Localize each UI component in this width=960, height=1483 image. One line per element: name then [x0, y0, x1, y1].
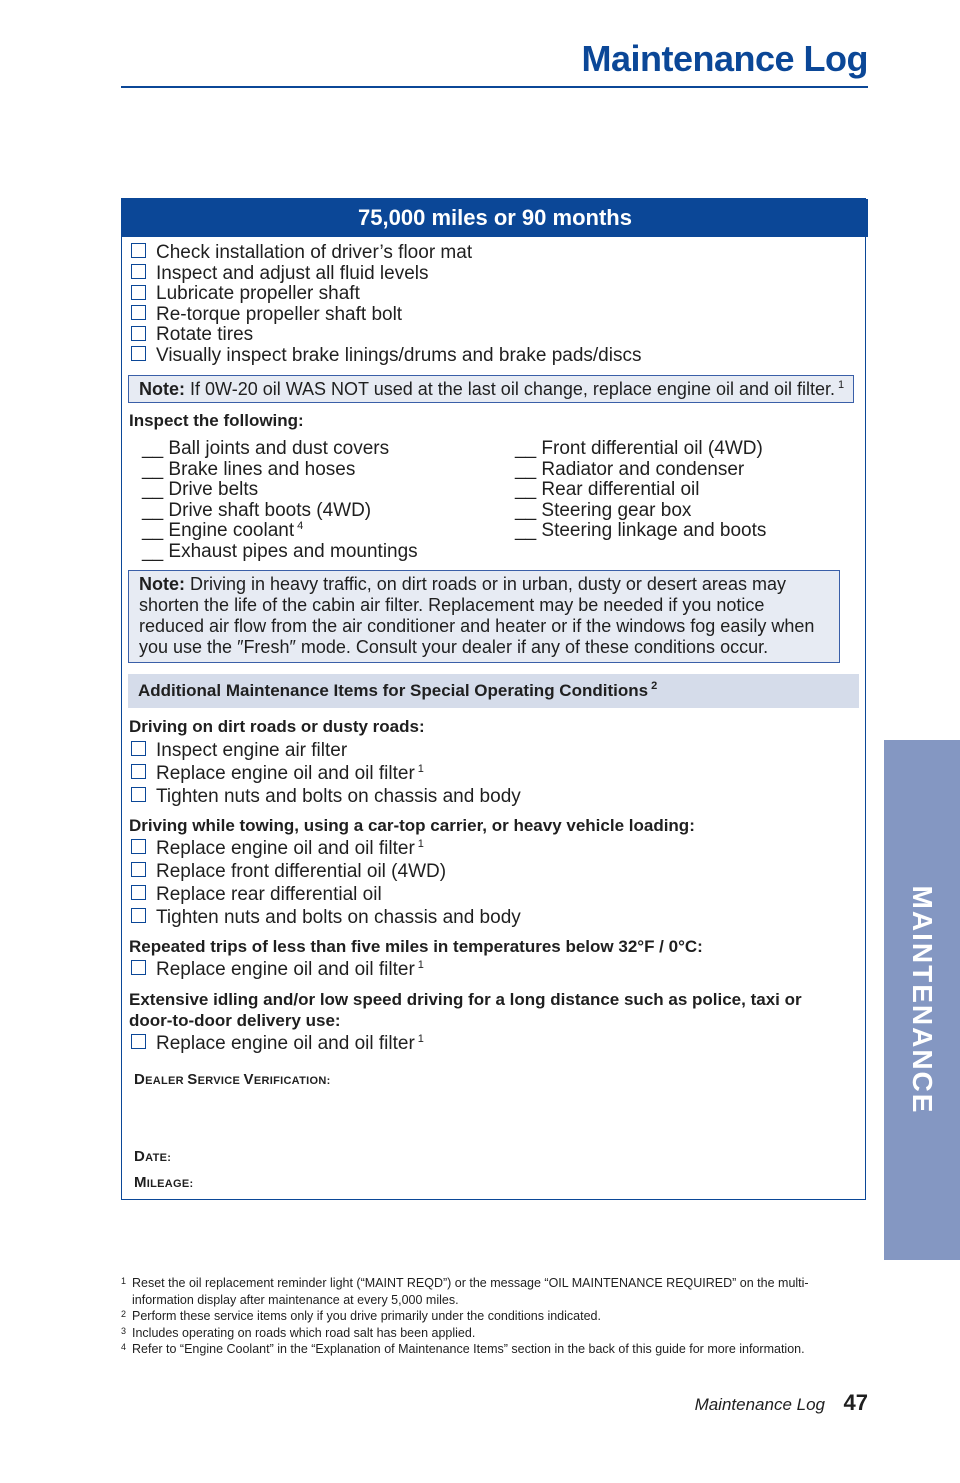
- service-checklist: [131, 243, 641, 367]
- footnote: 1 Reset the oil replacement reminder light (“MAINT REQD”) or the message “OIL MAINTENANCE REQUIRED” on the multi-information display after maintenance at every 5,000 miles.: [121, 1276, 809, 1307]
- oil-note: Note: If 0W-20 oil WAS NOT used at the last oil change, replace engine oil and oil filter. $^1$: [128, 375, 854, 403]
- checklist-item: Visually inspect brake linings/drums and brake pads/discs: [131, 346, 641, 367]
- mileage-label: MILEAGE:: [134, 1174, 194, 1191]
- note-label: Note:: [139, 379, 185, 399]
- title-rule: [121, 86, 868, 88]
- inspect-item: __ Exhaust pipes and mountings: [142, 540, 418, 562]
- inspect-item: __ Ball joints and dust covers: [142, 438, 390, 459]
- note-label: Note:: [139, 574, 185, 594]
- checklist-item: Re-torque propeller shaft bolt: [131, 305, 641, 326]
- side-tab-label: MAINTENANCE: [907, 885, 938, 1115]
- checkbox[interactable]: [131, 885, 146, 900]
- checklist-item: Inspect engine air filter: [131, 739, 521, 762]
- inspect-item: __ Brake lines and hoses: [142, 458, 356, 480]
- idling-heading: Extensive idling and/or low speed driving for a long distance such as police, taxi or: [129, 990, 802, 1009]
- maintenance-box: [121, 198, 866, 1200]
- dealer-verification-label: DEALER SERVICE VERIFICATION:: [134, 1071, 331, 1088]
- inspect-item: __ Rear differential oil: [515, 479, 700, 501]
- footnotes: [121, 1275, 861, 1358]
- dirt-roads-list: [131, 739, 521, 808]
- short-trips-list: [131, 958, 424, 981]
- checkbox[interactable]: [131, 305, 146, 320]
- date-label: DATE:: [134, 1148, 172, 1165]
- checkbox[interactable]: [131, 264, 146, 279]
- idling-list: [131, 1032, 424, 1055]
- inspect-list-right: [515, 439, 766, 542]
- page-number: 47: [843, 1390, 868, 1415]
- inspect-item: __ Drive belts: [142, 479, 259, 501]
- checklist-item: Rotate tires: [131, 325, 641, 346]
- note-text: Driving in heavy traffic, on dirt roads or in urban, dusty or desert areas may shorten the life of the cabin air filter. Replacement may be needed if you notice reduced air flow from the air conditioner and heater or if the windows fog easily when you use the ″Fresh″ mode. Consult your dealer if any of these conditions occur.: [139, 574, 815, 657]
- checklist-item: Tighten nuts and bolts on chassis and body: [131, 785, 521, 808]
- towing-list: [131, 837, 521, 929]
- footnote: 3 Includes operating on roads which road salt has been applied.: [121, 1325, 476, 1340]
- inspect-item: __ Front differential oil (4WD): [515, 438, 763, 459]
- inspect-item: __ Engine coolant $^4$: [142, 520, 304, 542]
- checkbox[interactable]: [131, 839, 146, 854]
- inspect-item: __ Drive shaft boots (4WD): [142, 499, 372, 521]
- towing-heading: Driving while towing, using a car-top carrier, or heavy vehicle loading:: [129, 816, 695, 835]
- note-text: If 0W-20 oil WAS NOT used at the last oil change, replace engine oil and oil filter.: [190, 379, 836, 399]
- checkbox[interactable]: [131, 243, 146, 258]
- checklist-item: Replace front differential oil (4WD): [131, 860, 521, 883]
- inspect-item: __ Steering gear box: [515, 499, 692, 521]
- inspect-item: __ Steering linkage and boots: [515, 520, 767, 542]
- footer-section-name: Maintenance Log: [694, 1395, 825, 1414]
- checklist-item: Check installation of driver’s floor mat: [131, 243, 641, 264]
- dirt-roads-heading: Driving on dirt roads or dusty roads:: [129, 717, 425, 736]
- checklist-item: Inspect and adjust all fluid levels: [131, 264, 641, 285]
- checkbox[interactable]: [131, 787, 146, 802]
- cabin-filter-note: [128, 570, 840, 663]
- inspect-list-left: [142, 439, 418, 563]
- checklist-item: Replace engine oil and oil filter $^1$: [131, 837, 521, 860]
- checkbox[interactable]: [131, 862, 146, 877]
- checkbox[interactable]: [131, 1034, 146, 1049]
- inspect-heading: Inspect the following:: [129, 411, 304, 430]
- checkbox[interactable]: [131, 285, 146, 300]
- footnote: 4 Refer to “Engine Coolant” in the “Explanation of Maintenance Items” section in the back of this guide for more information.: [121, 1342, 805, 1356]
- checkbox[interactable]: [131, 908, 146, 923]
- checkbox[interactable]: [131, 326, 146, 341]
- checkbox[interactable]: [131, 960, 146, 975]
- checkbox[interactable]: [131, 741, 146, 756]
- checklist-item: Lubricate propeller shaft: [131, 284, 641, 305]
- checklist-item: Replace engine oil and oil filter $^1$: [131, 958, 424, 981]
- checkbox[interactable]: [131, 346, 146, 361]
- checklist-item: Replace engine oil and oil filter $^1$: [131, 762, 521, 785]
- inspect-item: __ Radiator and condenser: [515, 458, 745, 480]
- short-trips-heading: Repeated trips of less than five miles in temperatures below 32°F / 0°C:: [129, 937, 703, 956]
- side-tab: [884, 740, 960, 1260]
- interval-heading: 75,000 miles or 90 months: [122, 199, 868, 237]
- checklist-item: Tighten nuts and bolts on chassis and body: [131, 906, 521, 929]
- footnote: 2 Perform these service items only if you drive primarily under the conditions indicated.: [121, 1309, 601, 1323]
- additional-items-heading: Additional Maintenance Items for Special Operating Conditions $^2$: [128, 674, 859, 708]
- checklist-item: Replace engine oil and oil filter $^1$: [131, 1032, 424, 1055]
- idling-heading-cont: door-to-door delivery use:: [129, 1011, 341, 1030]
- checkbox[interactable]: [131, 764, 146, 779]
- checklist-item: Replace rear differential oil: [131, 883, 521, 906]
- page-title: Maintenance Log: [581, 38, 868, 79]
